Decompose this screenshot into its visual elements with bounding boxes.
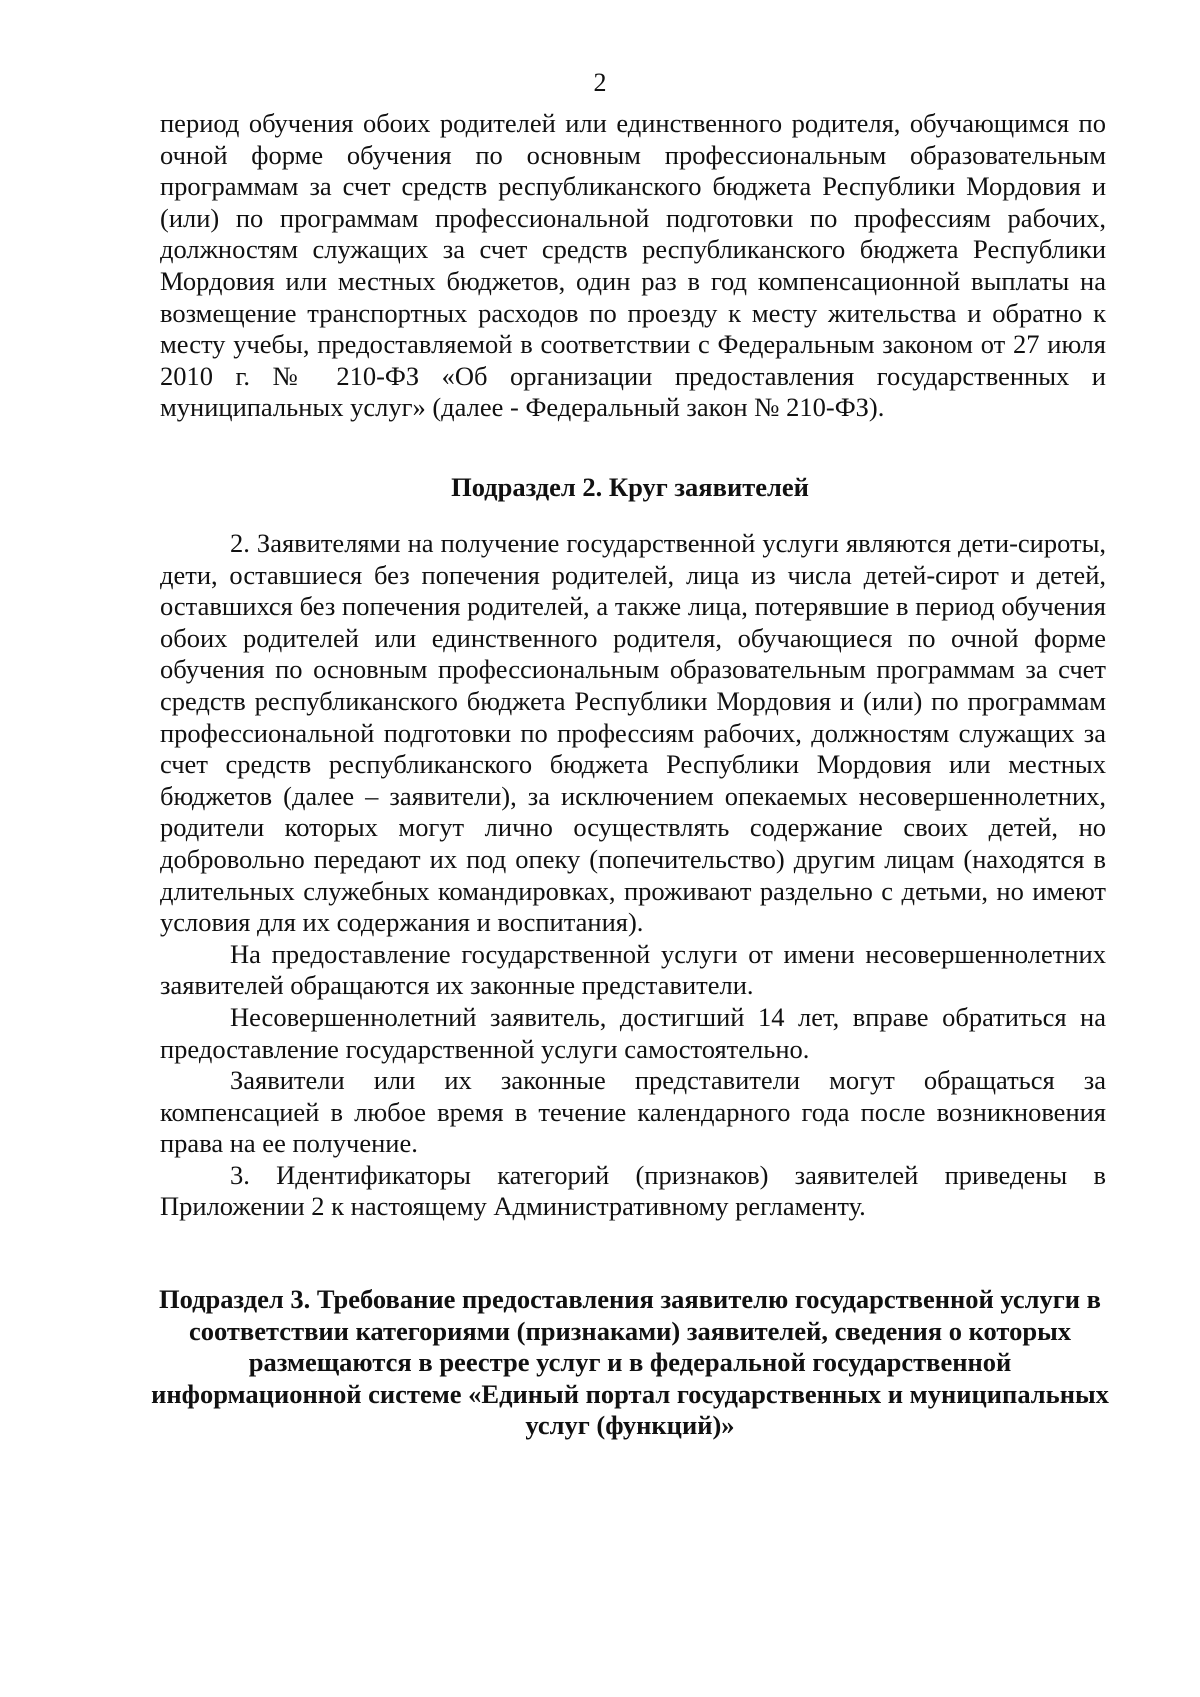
page-number: 2 [593,68,607,97]
subsection-3-heading: Подраздел 3. Требование предоставления заявителю государственной услуги в соответствии категориями (признаками) заявителей, сведения о которых размещаются в реестре услуг и в федеральной государственной информационной системе «Единый портал государственных и муниципальных услуг (функций)» [151,1284,1109,1440]
intro-text-block [160,108,1106,424]
paragraph-identifiers: 3. Идентификаторы категорий (признаков) заявителей приведены в Приложении 2 к настоящему Административному регламенту. [160,1159,1106,1222]
paragraph-application-time: Заявители или их законные представители могут обращаться за компенсацией в любое время в течение календарного года после возникновения права на ее получение. [160,1065,1106,1159]
subsection-2-body [160,528,1106,1223]
intro-paragraph: период обучения обоих родителей или единственного родителя, обучающимся по очной форме обучения по основным профессиональным образовательным программам за счет средств республиканского бюджета Республики Мордовия и (или) по программам профессиональной подготовки по профессиям рабочих, должностям служащих за счет средств республиканского бюджета Республики Мордовия или местных бюджетов, один раз в год компенсационной выплаты на возмещение транспортных расходов по проезду к месту жительства и обратно к месту учебы, предоставляемой в соответствии с Федеральным законом от 27 июля 2010 г. № 210-ФЗ «Об организации предоставления государственных и муниципальных услуг» (далее - Федеральный закон № 210-ФЗ). [160,108,1106,423]
subsection-2-heading: Подраздел 2. Круг заявителей [451,472,809,502]
paragraph-minor-applicant: Несовершеннолетний заявитель, достигший 14 лет, вправе обратиться на предоставление государственной услуги самостоятельно. [160,1001,1106,1064]
paragraph-applicants: 2. Заявителями на получение государственной услуги являются дети-сироты, дети, оставшиеся без попечения родителей, лица из числа детей-сирот и детей, оставшихся без попечения родителей, а также лица, потерявшие в период обучения обоих родителей или единственного родителя, обучающиеся по очной форме обучения по основным профессиональным образовательным программам за счет средств республиканского бюджета Республики Мордовия и (или) по программам профессиональной подготовки по профессиям рабочих, должностям служащих за счет средств республиканского бюджета Республики Мордовия или местных бюджетов (далее – заявители), за исключением опекаемых несовершеннолетних, родители которых могут лично осуществлять содержание своих детей, но добровольно передают их под опеку (попечительство) другим лицам (находятся в длительных служебных командировках, проживают раздельно с детьми, но имеют условия для их содержания и воспитания). [160,528,1106,938]
paragraph-representatives: На предоставление государственной услуги от имени несовершеннолетних заявителей обращаются их законные представители. [160,938,1106,1001]
